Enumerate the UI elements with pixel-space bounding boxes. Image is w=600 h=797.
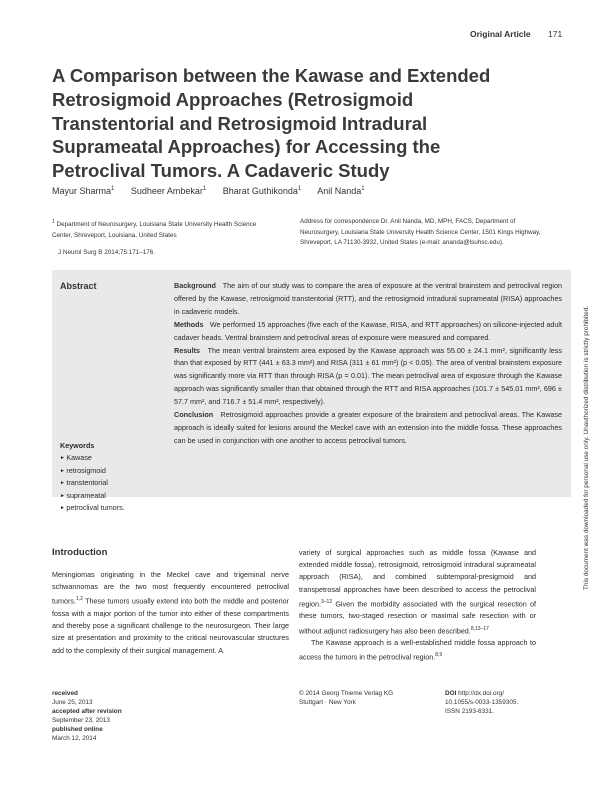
keyword-item: ► Kawase (60, 452, 125, 464)
doi-link[interactable]: http://dx.doi.org/ (458, 690, 504, 697)
publisher-info: © 2014 Georg Thieme Verlag KG Stuttgart · New York (299, 690, 394, 707)
abstract-body (174, 280, 562, 448)
download-notice: This document was downloaded for personal use only. Unauthorized distribution is strictly prohibited. (583, 305, 590, 590)
author-list (52, 186, 379, 196)
keywords-list (60, 440, 125, 514)
author: Mayur Sharma$^1$ (52, 186, 115, 196)
introduction-heading: Introduction (52, 547, 108, 558)
body-column-left: Meningiomas originating in the Meckel cave and trigeminal nerve schwannomas are the two most frequently encountered petroclival tumors.$^{1,2}$ These tumors usually extend into both the middle and posterior fossa with a major portion of the tumor into either of these compartments and thereby pose a significant challenge to the neurosurgeon. Their large size at presentation and proximity to the critical neurovascular structures add to the complexity of their surgical management. A (52, 570, 289, 655)
page-number: 171 (548, 29, 563, 39)
abstract-background: Background The aim of our study was to compare the area of exposure at the ventral brainstem and petroclival region offered by the Kawase, retrosigmoid transtentorial (RTT), and the retrosigmoid intradural suprameatal (RISA) approaches in cadaveric models. (174, 281, 562, 316)
affiliation: $^1$ Department of Neurosurgery, Louisiana State University Health Science Center, Shreveport, Louisiana, United States (52, 219, 257, 239)
keyword-item: ► petroclival tumors. (60, 502, 125, 514)
header-label: Original Article (470, 29, 531, 39)
author: Anil Nanda$^1$ (317, 186, 365, 196)
keyword-item: ► transtentorial (60, 477, 125, 489)
citation: J Neurol Surg B 2014;75:171–176. (58, 249, 155, 256)
article-dates: received June 25, 2013 accepted after revision September 23, 2013 published online March 12, 2014 (52, 690, 122, 743)
author: Sudheer Ambekar$^1$ (130, 186, 207, 196)
abstract-heading: Abstract (60, 281, 97, 291)
abstract-conclusion: Conclusion Retrosigmoid approaches provide a greater exposure of the brainstem and petroclival areas. The Kawase approach is ideally suited for lesions around the Meckel cave with an extension into the middle fossa. These approaches can be used in conjunction with one another to access petroclival tumors. (174, 410, 562, 445)
keyword-item: ► retrosigmoid (60, 465, 125, 477)
abstract-results: Results The mean ventral brainstem area exposed by the Kawase approach was 55.00 ± 24.1 mm², significantly less than that exposed by RTT (441 ± 63.3 mm²) and RISA (311 ± 61 mm²) (p < 0.05). The area of ventral brainstem exposure was significantly more via RTT than through RISA (p = 0.01). The mean petroclival area of exposure through the Kawase approach was significantly smaller than that obtained through the RTT and RISA approaches (101.7 ± 545.01 mm², 696 ± 57.7 mm², and 716.7 ± 51.4 mm², respectively). (174, 345, 562, 407)
doi-info: DOI http://dx.doi.org/ 10.1055/s-0033-1359305. ISSN 2193-6331. (445, 690, 519, 716)
body-column-right: variety of surgical approaches such as middle fossa (Kawase and extended middle fossa), retrosigmoid, retrosigmoid intradural suprameatal approach (RISA), and combined subtemporal-presigmoid and transpetrosal approaches have been described to access the petroclival region.$^{3-12}$ Given the morbidity associated with the surgical resection of these tumors, two-staged resection or maximal safe resection with or without adjunct radiosurgery has also been described.$^{8,13-17}$ The Kawase approach is a well-established middle fossa approach to access the tumors in the petroclival region.$^{8,9}$ (299, 548, 536, 662)
keywords-heading: Keywords (60, 441, 95, 450)
keyword-item: ► suprameatal (60, 490, 125, 502)
correspondence-address: Address for correspondence Dr. Anil Nanda, MD, MPH, FACS, Department of Neurosurgery, Louisiana State University Health Science Center, 1501 Kings Highway, Shreveport, LA 71130-3932, United States (e-mail: ananda@lsuhsc.edu). (300, 218, 541, 246)
abstract-methods: Methods We performed 15 approaches (five each of the Kawase, RISA, and RTT approaches) on silicone-injected adult cadaver heads. Ventral brainstem and petroclival areas of exposure were measured and compared. (174, 319, 562, 342)
author: Bharat Guthikonda$^1$ (222, 186, 302, 196)
article-title: A Comparison between the Kawase and Extended Retrosigmoid Approaches (Retrosigmoid Transtentorial and Retrosigmoid Intradural Suprameatal Approaches) for Accessing the Petroclival Tumors. A Cadaveric Study (52, 65, 491, 182)
